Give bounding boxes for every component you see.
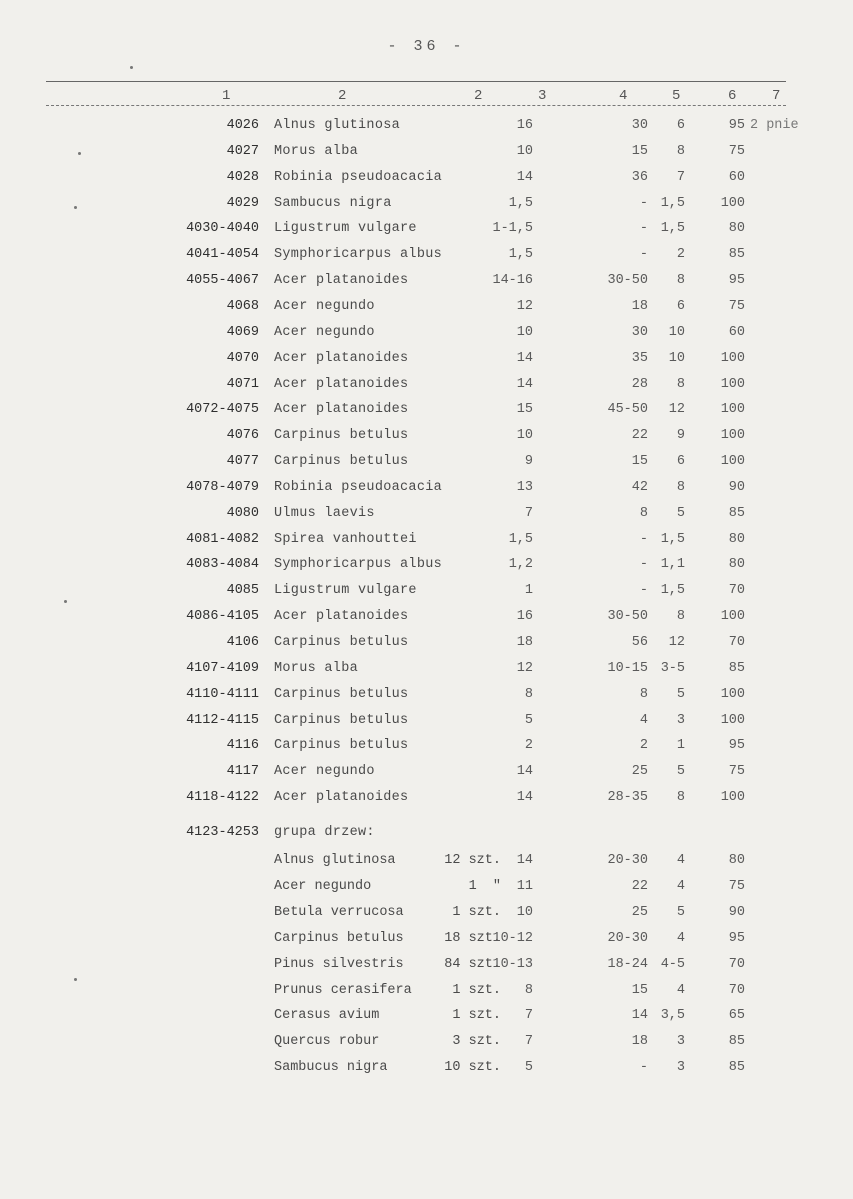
quantity: 12 szt.: [444, 853, 501, 868]
col-3-value: 2: [524, 738, 533, 754]
species-name: Carpinus betulus: [274, 686, 409, 702]
col-3-value: 10: [516, 428, 533, 444]
col-3-value: 8: [524, 982, 533, 998]
col-3-value: 10-13: [492, 956, 533, 972]
col-6-value: 70: [728, 635, 745, 650]
col-3-value: 13: [516, 479, 533, 495]
col-4-value: 20-30: [607, 853, 648, 868]
col-3-value: 11: [516, 878, 533, 894]
col-4-value: 28-35: [607, 790, 648, 806]
quantity: 1 ": [468, 878, 501, 894]
group-item-row: [0, 905, 853, 931]
paper-speck: [74, 206, 77, 209]
col-6-value: 95: [728, 930, 745, 946]
col-4-value: 4: [639, 712, 648, 728]
group-title: grupa drzew:: [274, 825, 375, 840]
col-4-value: 8: [639, 686, 648, 702]
col-6-value: 75: [728, 143, 745, 159]
species-name: Betula verrucosa: [274, 904, 404, 920]
species-name: Acer platanoides: [274, 609, 409, 625]
species-name: Cerasus avium: [274, 1008, 380, 1024]
col-5-value: 3: [676, 1060, 685, 1076]
top-rule: [46, 81, 786, 82]
page-number: - 36 -: [387, 38, 466, 55]
quantity: 1 szt.: [452, 982, 501, 998]
species-name: Acer platanoides: [274, 350, 409, 366]
col-4-value: 25: [631, 764, 648, 780]
col-4-value: -: [639, 247, 648, 263]
col-4-value: 15: [631, 454, 648, 470]
col-6-value: 100: [720, 609, 745, 625]
col-7-note: 2 pnie: [750, 118, 799, 133]
quantity: 10 szt.: [444, 1060, 501, 1076]
col-6-value: 80: [728, 557, 745, 573]
species-name: Carpinus betulus: [274, 454, 409, 470]
species-name: Sambucus nigra: [274, 1060, 388, 1076]
table-row: [0, 609, 853, 635]
row-id: 4118-4122: [186, 790, 259, 806]
col-6-value: 90: [728, 479, 745, 495]
col-5-value: 8: [676, 143, 685, 159]
col-5-value: 8: [676, 790, 685, 806]
row-id: 4085: [226, 583, 259, 599]
col-3-value: 10: [516, 324, 533, 340]
row-id: 4027: [226, 143, 259, 159]
col-3-value: 1-1,5: [492, 221, 533, 237]
row-id: 4112-4115: [186, 712, 259, 728]
row-id: 4030-4040: [186, 221, 259, 237]
col-4-value: 2: [639, 738, 648, 754]
species-name: Pinus silvestris: [274, 956, 404, 972]
col-4-value: 20-30: [607, 930, 648, 946]
paper-speck: [78, 152, 81, 155]
species-name: Alnus glutinosa: [274, 118, 401, 133]
col-4-value: 30-50: [607, 609, 648, 625]
col-3-value: 16: [516, 118, 533, 133]
table-row: [0, 790, 853, 816]
group-item-row: [0, 1008, 853, 1034]
table-row: [0, 583, 853, 609]
col-5-value: 8: [676, 376, 685, 392]
species-name: Ulmus laevis: [274, 505, 375, 521]
row-id: 4070: [226, 350, 259, 366]
col-6-value: 100: [720, 712, 745, 728]
col-3-value: 9: [524, 454, 533, 470]
col-6-value: 95: [728, 118, 745, 133]
species-name: Robinia pseudoacacia: [274, 479, 443, 495]
species-name: Alnus glutinosa: [274, 853, 396, 868]
col-5-value: 6: [676, 118, 685, 133]
col-5-value: 3,5: [660, 1008, 685, 1024]
group-id: 4123-4253: [186, 825, 259, 840]
species-name: Carpinus betulus: [274, 428, 409, 444]
col-6-value: 75: [728, 764, 745, 780]
table-row: [0, 118, 853, 144]
col-3-value: 14: [516, 376, 533, 392]
col-4-value: 10-15: [607, 660, 648, 676]
col-4-value: 36: [631, 169, 648, 185]
species-name: Acer platanoides: [274, 376, 409, 392]
col-3-value: 5: [524, 1060, 533, 1076]
col-4-value: 22: [631, 428, 648, 444]
row-id: 4110-4111: [186, 686, 259, 702]
col-3-value: 14: [516, 790, 533, 806]
col-5-value: 12: [668, 402, 685, 418]
col-5-value: 3: [676, 1034, 685, 1050]
table-row: [0, 454, 853, 480]
table-row: [0, 480, 853, 506]
header-col-1: 1: [222, 88, 231, 104]
quantity: 84 szt.: [444, 956, 501, 972]
col-3-value: 10-12: [492, 930, 533, 946]
row-id: 4028: [226, 169, 259, 185]
row-id: 4068: [226, 298, 259, 314]
col-3-value: 18: [516, 635, 533, 650]
paper-speck: [64, 600, 67, 603]
table-row: [0, 713, 853, 739]
col-5-value: 6: [676, 454, 685, 470]
col-5-value: 1: [676, 738, 685, 754]
col-4-value: -: [639, 195, 648, 211]
col-6-value: 80: [728, 221, 745, 237]
col-3-value: 14-16: [492, 273, 533, 289]
col-6-value: 75: [728, 298, 745, 314]
col-5-value: 4: [676, 930, 685, 946]
col-5-value: 3-5: [660, 660, 685, 676]
col-5-value: 5: [676, 505, 685, 521]
col-5-value: 1,5: [660, 531, 685, 547]
col-5-value: 1,5: [660, 195, 685, 211]
col-3-value: 10: [516, 904, 533, 920]
species-name: Acer platanoides: [274, 273, 409, 289]
col-3-value: 14: [516, 853, 533, 868]
row-id: 4081-4082: [186, 531, 259, 547]
col-5-value: 8: [676, 479, 685, 495]
col-3-value: 14: [516, 169, 533, 185]
species-name: Acer platanoides: [274, 790, 409, 806]
col-5-value: 10: [668, 324, 685, 340]
group-item-row: [0, 931, 853, 957]
quantity: 1 szt.: [452, 904, 501, 920]
table-row: [0, 635, 853, 661]
col-4-value: -: [639, 221, 648, 237]
col-6-value: 85: [728, 1060, 745, 1076]
row-id: 4083-4084: [186, 557, 259, 573]
table-row: [0, 428, 853, 454]
species-name: Symphoricarpus albus: [274, 247, 443, 263]
species-name: Symphoricarpus albus: [274, 557, 443, 573]
row-id: 4078-4079: [186, 479, 259, 495]
col-4-value: -: [639, 1060, 648, 1076]
group-item-row: [0, 1034, 853, 1060]
group-item-row: [0, 1060, 853, 1086]
col-4-value: 8: [639, 505, 648, 521]
col-6-value: 100: [720, 350, 745, 366]
col-3-value: 1,5: [508, 531, 533, 547]
species-name: Carpinus betulus: [274, 930, 404, 946]
species-name: Carpinus betulus: [274, 712, 409, 728]
paper-speck: [130, 66, 133, 69]
col-6-value: 100: [720, 790, 745, 806]
row-id: 4071: [226, 376, 259, 392]
col-4-value: 30: [631, 324, 648, 340]
row-id: 4076: [226, 428, 259, 444]
col-4-value: 30: [631, 118, 648, 133]
col-4-value: 18-24: [607, 956, 648, 972]
species-name: Carpinus betulus: [274, 738, 409, 754]
header-col-3: 3: [538, 88, 547, 104]
col-3-value: 7: [524, 1008, 533, 1024]
table-row: [0, 377, 853, 403]
col-3-value: 15: [516, 402, 533, 418]
col-4-value: 18: [631, 298, 648, 314]
species-name: Ligustrum vulgare: [274, 583, 417, 599]
col-3-value: 12: [516, 660, 533, 676]
col-5-value: 4: [676, 878, 685, 894]
group-item-row: [0, 853, 853, 879]
col-6-value: 100: [720, 402, 745, 418]
col-5-value: 5: [676, 904, 685, 920]
col-6-value: 80: [728, 853, 745, 868]
col-4-value: -: [639, 557, 648, 573]
species-name: Morus alba: [274, 660, 359, 676]
col-6-value: 95: [728, 273, 745, 289]
header-col-2: 2: [338, 88, 347, 104]
row-id: 4069: [226, 324, 259, 340]
table-row: [0, 557, 853, 583]
col-4-value: 15: [631, 143, 648, 159]
col-6-value: 75: [728, 878, 745, 894]
col-3-value: 5: [524, 712, 533, 728]
row-id: 4077: [226, 454, 259, 470]
species-name: Acer platanoides: [274, 402, 409, 418]
col-6-value: 65: [728, 1008, 745, 1024]
table-row: [0, 351, 853, 377]
col-5-value: 12: [668, 635, 685, 650]
col-6-value: 100: [720, 428, 745, 444]
species-name: Ligustrum vulgare: [274, 221, 417, 237]
col-6-value: 85: [728, 660, 745, 676]
col-5-value: 1,1: [660, 557, 685, 573]
col-6-value: 70: [728, 956, 745, 972]
header-col-5: 5: [672, 88, 681, 104]
species-name: Morus alba: [274, 143, 359, 159]
row-id: 4107-4109: [186, 660, 259, 676]
col-4-value: 28: [631, 376, 648, 392]
species-name: Robinia pseudoacacia: [274, 169, 443, 185]
table-row: [0, 687, 853, 713]
table-row: [0, 325, 853, 351]
col-5-value: 10: [668, 350, 685, 366]
col-5-value: 4: [676, 853, 685, 868]
col-4-value: 18: [631, 1034, 648, 1050]
col-5-value: 1,5: [660, 583, 685, 599]
table-row: [0, 738, 853, 764]
col-3-value: 12: [516, 298, 533, 314]
col-4-value: 30-50: [607, 273, 648, 289]
row-id: 4072-4075: [186, 402, 259, 418]
col-6-value: 100: [720, 454, 745, 470]
col-6-value: 85: [728, 247, 745, 263]
col-3-value: 7: [524, 505, 533, 521]
group-item-row: [0, 983, 853, 1009]
col-4-value: -: [639, 583, 648, 599]
species-name: Carpinus betulus: [274, 635, 409, 650]
table-row: [0, 144, 853, 170]
col-4-value: 45-50: [607, 402, 648, 418]
col-5-value: 9: [676, 428, 685, 444]
col-4-value: 42: [631, 479, 648, 495]
col-6-value: 70: [728, 982, 745, 998]
quantity: 1 szt.: [452, 1008, 501, 1024]
species-name: Sambucus nigra: [274, 195, 392, 211]
species-name: Prunus cerasifera: [274, 982, 412, 998]
table-row: [0, 196, 853, 222]
row-id: 4080: [226, 505, 259, 521]
species-name: Acer negundo: [274, 324, 375, 340]
col-6-value: 100: [720, 376, 745, 392]
header-col-7: 7: [772, 88, 781, 104]
col-5-value: 4: [676, 982, 685, 998]
row-id: 4029: [226, 195, 259, 211]
row-id: 4116: [226, 738, 259, 754]
col-6-value: 85: [728, 1034, 745, 1050]
col-3-value: 7: [524, 1034, 533, 1050]
row-id: 4026: [226, 118, 259, 133]
col-5-value: 8: [676, 273, 685, 289]
header-col-6: 6: [728, 88, 737, 104]
table-row: [0, 221, 853, 247]
col-5-value: 5: [676, 686, 685, 702]
species-name: Acer negundo: [274, 764, 375, 780]
row-id: 4117: [226, 764, 259, 780]
col-3-value: 1,5: [508, 247, 533, 263]
row-id: 4086-4105: [186, 609, 259, 625]
header-col-4: 4: [619, 88, 628, 104]
col-6-value: 60: [728, 324, 745, 340]
col-5-value: 3: [676, 712, 685, 728]
group-row: [0, 825, 853, 851]
col-3-value: 14: [516, 764, 533, 780]
col-3-value: 1,2: [508, 557, 533, 573]
col-5-value: 5: [676, 764, 685, 780]
col-6-value: 60: [728, 169, 745, 185]
col-4-value: -: [639, 531, 648, 547]
col-6-value: 90: [728, 904, 745, 920]
col-3-value: 1,5: [508, 195, 533, 211]
table-row: [0, 299, 853, 325]
table-row: [0, 661, 853, 687]
row-id: 4055-4067: [186, 273, 259, 289]
group-item-row: [0, 879, 853, 905]
col-3-value: 16: [516, 609, 533, 625]
col-5-value: 8: [676, 609, 685, 625]
col-5-value: 1,5: [660, 221, 685, 237]
table-row: [0, 532, 853, 558]
table-row: [0, 273, 853, 299]
col-4-value: 35: [631, 350, 648, 366]
header-rule: [46, 105, 786, 106]
col-5-value: 6: [676, 298, 685, 314]
species-name: Acer negundo: [274, 298, 375, 314]
col-6-value: 100: [720, 686, 745, 702]
col-5-value: 2: [676, 247, 685, 263]
table-row: [0, 170, 853, 196]
table-row: [0, 764, 853, 790]
col-4-value: 14: [631, 1008, 648, 1024]
table-row: [0, 506, 853, 532]
col-6-value: 70: [728, 583, 745, 599]
quantity: 3 szt.: [452, 1034, 501, 1050]
row-id: 4041-4054: [186, 247, 259, 263]
col-5-value: 4-5: [660, 956, 685, 972]
col-3-value: 1: [524, 583, 533, 599]
col-4-value: 15: [631, 982, 648, 998]
row-id: 4106: [226, 635, 259, 650]
header-col-2b: 2: [474, 88, 483, 104]
table-row: [0, 402, 853, 428]
species-name: Quercus robur: [274, 1034, 380, 1050]
paper-speck: [74, 978, 77, 981]
col-6-value: 95: [728, 738, 745, 754]
col-3-value: 10: [516, 143, 533, 159]
col-4-value: 22: [631, 878, 648, 894]
col-5-value: 7: [676, 169, 685, 185]
quantity: 18 szt.: [444, 930, 501, 946]
species-name: Spirea vanhouttei: [274, 531, 417, 547]
col-3-value: 14: [516, 350, 533, 366]
col-4-value: 56: [631, 635, 648, 650]
table-row: [0, 247, 853, 273]
col-3-value: 8: [524, 686, 533, 702]
col-6-value: 85: [728, 505, 745, 521]
group-item-row: [0, 957, 853, 983]
col-6-value: 100: [720, 195, 745, 211]
col-4-value: 25: [631, 904, 648, 920]
species-name: Acer negundo: [274, 878, 372, 894]
col-6-value: 80: [728, 531, 745, 547]
